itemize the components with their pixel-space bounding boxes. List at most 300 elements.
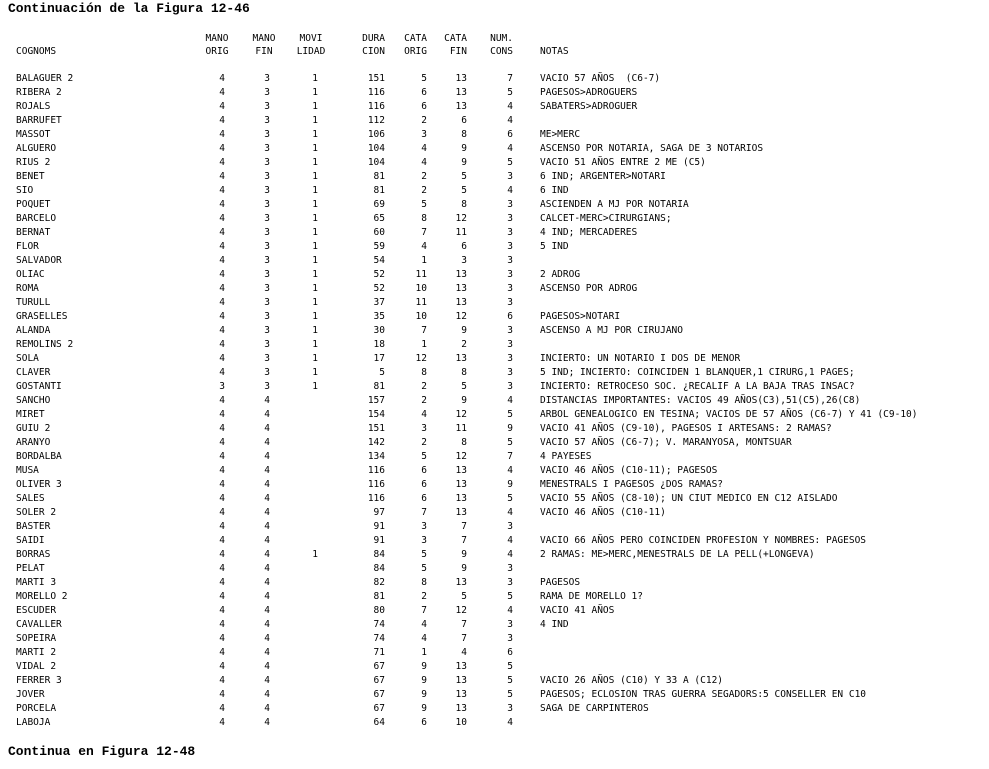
table-row bbox=[0, 506, 989, 520]
cell-cata-fin: 6 bbox=[461, 115, 467, 126]
cell-cata-fin: 2 bbox=[461, 339, 467, 350]
cell-duracion: 67 bbox=[373, 703, 385, 714]
cell-duracion: 134 bbox=[367, 451, 385, 462]
cell-num-cons: 3 bbox=[507, 255, 513, 266]
cell-mano-orig: 4 bbox=[219, 129, 225, 140]
cell-mano-orig: 4 bbox=[219, 227, 225, 238]
table-row bbox=[0, 716, 989, 730]
cell-notas: VACIO 57 AÑOS (C6-7); V. MARANYOSA, MONTSUAR bbox=[540, 437, 792, 448]
cell-mano-orig: 4 bbox=[219, 703, 225, 714]
header-duracion-line2: CION bbox=[362, 46, 385, 57]
cell-num-cons: 5 bbox=[507, 493, 513, 504]
cell-cognom: RIUS 2 bbox=[16, 157, 51, 168]
cell-mano-orig: 4 bbox=[219, 549, 225, 560]
cell-mano-fin: 4 bbox=[264, 535, 270, 546]
header-movilidad-line2: LIDAD bbox=[296, 46, 326, 57]
cell-cognom: PELAT bbox=[16, 563, 45, 574]
cell-num-cons: 3 bbox=[507, 241, 513, 252]
table-row bbox=[0, 688, 989, 702]
cell-cata-orig: 4 bbox=[421, 633, 427, 644]
header-cognoms: COGNOMS bbox=[16, 46, 57, 57]
cell-num-cons: 5 bbox=[507, 87, 513, 98]
cell-duracion: 142 bbox=[367, 437, 385, 448]
cell-mano-fin: 4 bbox=[264, 619, 270, 630]
cell-num-cons: 3 bbox=[507, 353, 513, 364]
cell-mano-fin: 4 bbox=[264, 395, 270, 406]
table-row bbox=[0, 380, 989, 394]
header-mano-fin-line1: MANO bbox=[252, 33, 276, 44]
table-row bbox=[0, 184, 989, 198]
cell-mano-fin: 4 bbox=[264, 689, 270, 700]
cell-mano-fin: 3 bbox=[264, 241, 270, 252]
cell-cognom: LABOJA bbox=[16, 717, 51, 728]
cell-mano-orig: 4 bbox=[219, 493, 225, 504]
cell-notas: VACIO 51 AÑOS ENTRE 2 ME (C5) bbox=[540, 157, 706, 168]
cell-duracion: 104 bbox=[367, 157, 385, 168]
table-row bbox=[0, 100, 989, 114]
cell-notas: ASCIENDEN A MJ POR NOTARIA bbox=[540, 199, 689, 210]
cell-cata-fin: 12 bbox=[455, 451, 467, 462]
table-row bbox=[0, 408, 989, 422]
cell-cata-fin: 12 bbox=[455, 311, 467, 322]
cell-num-cons: 4 bbox=[507, 143, 513, 154]
table-row bbox=[0, 534, 989, 548]
cell-mano-fin: 3 bbox=[264, 283, 270, 294]
cell-duracion: 82 bbox=[373, 577, 385, 588]
cell-mano-fin: 4 bbox=[264, 717, 270, 728]
cell-num-cons: 9 bbox=[507, 479, 513, 490]
cell-cata-fin: 6 bbox=[461, 241, 467, 252]
cell-duracion: 91 bbox=[373, 521, 385, 532]
cell-cata-fin: 10 bbox=[455, 717, 467, 728]
cell-cata-fin: 8 bbox=[461, 129, 467, 140]
cell-cata-fin: 8 bbox=[461, 437, 467, 448]
cell-num-cons: 4 bbox=[507, 535, 513, 546]
cell-cognom: OLIVER 3 bbox=[16, 479, 62, 490]
cell-mano-fin: 3 bbox=[264, 157, 270, 168]
cell-cata-fin: 13 bbox=[455, 283, 467, 294]
cell-num-cons: 4 bbox=[507, 549, 513, 560]
cell-num-cons: 3 bbox=[507, 703, 513, 714]
cell-mano-fin: 3 bbox=[264, 339, 270, 350]
cell-cata-orig: 2 bbox=[421, 171, 427, 182]
cell-mano-fin: 3 bbox=[264, 311, 270, 322]
cell-num-cons: 3 bbox=[507, 381, 513, 392]
cell-duracion: 81 bbox=[373, 185, 385, 196]
cell-duracion: 67 bbox=[373, 689, 385, 700]
cell-cognom: SALES bbox=[16, 493, 45, 504]
cell-notas: 6 IND bbox=[540, 185, 569, 196]
cell-num-cons: 6 bbox=[507, 311, 513, 322]
cell-cata-fin: 9 bbox=[461, 157, 467, 168]
table-row bbox=[0, 632, 989, 646]
cell-num-cons: 5 bbox=[507, 437, 513, 448]
table-row bbox=[0, 394, 989, 408]
cell-mano-orig: 4 bbox=[219, 437, 225, 448]
cell-cognom: JOVER bbox=[16, 689, 45, 700]
cell-cata-fin: 7 bbox=[461, 535, 467, 546]
cell-duracion: 154 bbox=[367, 409, 385, 420]
cell-movilidad: 1 bbox=[312, 297, 318, 308]
cell-mano-fin: 3 bbox=[264, 255, 270, 266]
cell-duracion: 5 bbox=[379, 367, 385, 378]
cell-notas: ARBOL GENEALOGICO EN TESINA; VACIOS DE 57 AÑOS (C6-7) Y 41 (C9-10) bbox=[540, 409, 918, 420]
cell-cognom: VIDAL 2 bbox=[16, 661, 57, 672]
cell-duracion: 18 bbox=[373, 339, 385, 350]
cell-cata-fin: 13 bbox=[455, 703, 467, 714]
cell-cata-orig: 2 bbox=[421, 185, 427, 196]
cell-duracion: 157 bbox=[367, 395, 385, 406]
cell-num-cons: 3 bbox=[507, 269, 513, 280]
cell-notas: 2 RAMAS: ME>MERC,MENESTRALS DE LA PELL(+LONGEVA) bbox=[540, 549, 815, 560]
cell-cata-fin: 13 bbox=[455, 661, 467, 672]
cell-mano-fin: 4 bbox=[264, 423, 270, 434]
table-row bbox=[0, 520, 989, 534]
cell-duracion: 112 bbox=[367, 115, 385, 126]
cell-cata-orig: 1 bbox=[421, 647, 427, 658]
cell-mano-orig: 4 bbox=[219, 325, 225, 336]
cell-cognom: GOSTANTI bbox=[16, 381, 62, 392]
cell-cognom: TURULL bbox=[16, 297, 51, 308]
cell-duracion: 116 bbox=[367, 493, 385, 504]
cell-cata-orig: 1 bbox=[421, 339, 427, 350]
table-row bbox=[0, 576, 989, 590]
cell-duracion: 151 bbox=[367, 73, 385, 84]
cell-notas: 5 IND; INCIERTO: COINCIDEN 1 BLANQUER,1 CIRURG,1 PAGES; bbox=[540, 367, 855, 378]
cell-mano-orig: 4 bbox=[219, 101, 225, 112]
cell-cata-orig: 2 bbox=[421, 437, 427, 448]
cell-mano-orig: 4 bbox=[219, 213, 225, 224]
cell-cognom: ALANDA bbox=[16, 325, 51, 336]
cell-movilidad: 1 bbox=[312, 87, 318, 98]
cell-mano-fin: 4 bbox=[264, 507, 270, 518]
cell-mano-orig: 4 bbox=[219, 619, 225, 630]
cell-notas: VACIO 55 AÑOS (C8-10); UN CIUT MEDICO EN C12 AISLADO bbox=[540, 493, 838, 504]
cell-cata-fin: 13 bbox=[455, 269, 467, 280]
cell-duracion: 54 bbox=[373, 255, 385, 266]
cell-cognom: SANCHO bbox=[16, 395, 51, 406]
cell-cata-orig: 4 bbox=[421, 157, 427, 168]
cell-notas: VACIO 46 AÑOS (C10-11) bbox=[540, 507, 666, 518]
cell-movilidad: 1 bbox=[312, 73, 318, 84]
cell-mano-orig: 4 bbox=[219, 479, 225, 490]
cell-duracion: 84 bbox=[373, 549, 385, 560]
table-row bbox=[0, 352, 989, 366]
cell-cognom: SOPEIRA bbox=[16, 633, 57, 644]
cell-movilidad: 1 bbox=[312, 381, 318, 392]
cell-cognom: BORRAS bbox=[16, 549, 51, 560]
cell-cata-orig: 2 bbox=[421, 381, 427, 392]
cell-cata-orig: 1 bbox=[421, 255, 427, 266]
cell-num-cons: 3 bbox=[507, 367, 513, 378]
cell-mano-orig: 4 bbox=[219, 451, 225, 462]
cell-cata-orig: 6 bbox=[421, 465, 427, 476]
cell-mano-fin: 3 bbox=[264, 171, 270, 182]
cell-num-cons: 3 bbox=[507, 619, 513, 630]
cell-cata-orig: 3 bbox=[421, 423, 427, 434]
table-row bbox=[0, 590, 989, 604]
cell-cata-fin: 13 bbox=[455, 101, 467, 112]
cell-cata-orig: 6 bbox=[421, 717, 427, 728]
cell-duracion: 84 bbox=[373, 563, 385, 574]
cell-num-cons: 3 bbox=[507, 283, 513, 294]
cell-cata-orig: 7 bbox=[421, 605, 427, 616]
cell-movilidad: 1 bbox=[312, 549, 318, 560]
cell-cata-orig: 9 bbox=[421, 689, 427, 700]
cell-duracion: 52 bbox=[373, 269, 385, 280]
cell-cognom: SAIDI bbox=[16, 535, 45, 546]
cell-cata-orig: 6 bbox=[421, 493, 427, 504]
cell-duracion: 116 bbox=[367, 101, 385, 112]
cell-num-cons: 3 bbox=[507, 633, 513, 644]
cell-mano-fin: 3 bbox=[264, 227, 270, 238]
figure-footer: Continua en Figura 12-48 bbox=[8, 744, 196, 759]
cell-mano-fin: 4 bbox=[264, 675, 270, 686]
cell-mano-orig: 4 bbox=[219, 577, 225, 588]
cell-num-cons: 4 bbox=[507, 395, 513, 406]
cell-cata-fin: 7 bbox=[461, 521, 467, 532]
cell-cata-fin: 7 bbox=[461, 619, 467, 630]
cell-cognom: GRASELLES bbox=[16, 311, 68, 322]
cell-num-cons: 4 bbox=[507, 101, 513, 112]
cell-cognom: MARTI 2 bbox=[16, 647, 57, 658]
cell-cata-fin: 5 bbox=[461, 591, 467, 602]
cell-cognom: REMOLINS 2 bbox=[16, 339, 74, 350]
cell-num-cons: 9 bbox=[507, 423, 513, 434]
cell-cata-fin: 9 bbox=[461, 143, 467, 154]
cell-notas: VACIO 57 AÑOS (C6-7) bbox=[540, 73, 661, 84]
cell-mano-fin: 4 bbox=[264, 577, 270, 588]
cell-cata-fin: 4 bbox=[461, 647, 467, 658]
cell-cata-orig: 3 bbox=[421, 521, 427, 532]
cell-mano-fin: 4 bbox=[264, 647, 270, 658]
cell-mano-orig: 4 bbox=[219, 171, 225, 182]
cell-notas: VACIO 66 AÑOS PERO COINCIDEN PROFESION Y NOMBRES: PAGESOS bbox=[540, 535, 867, 546]
cell-cata-fin: 11 bbox=[455, 423, 467, 434]
table-row bbox=[0, 492, 989, 506]
cell-movilidad: 1 bbox=[312, 115, 318, 126]
cell-mano-fin: 3 bbox=[264, 143, 270, 154]
cell-mano-orig: 4 bbox=[219, 283, 225, 294]
cell-mano-fin: 3 bbox=[264, 367, 270, 378]
cell-num-cons: 3 bbox=[507, 339, 513, 350]
cell-duracion: 67 bbox=[373, 675, 385, 686]
cell-mano-fin: 3 bbox=[264, 87, 270, 98]
cell-mano-orig: 4 bbox=[219, 661, 225, 672]
cell-notas: PAGESOS; ECLOSION TRAS GUERRA SEGADORS:5 CONSELLER EN C10 bbox=[540, 689, 867, 700]
cell-num-cons: 3 bbox=[507, 213, 513, 224]
cell-notas: MENESTRALS I PAGESOS ¿DOS RAMAS? bbox=[540, 479, 724, 490]
cell-notas: 4 IND; MERCADERES bbox=[540, 227, 638, 238]
cell-mano-orig: 4 bbox=[219, 717, 225, 728]
cell-num-cons: 5 bbox=[507, 157, 513, 168]
cell-mano-fin: 4 bbox=[264, 563, 270, 574]
cell-mano-fin: 4 bbox=[264, 605, 270, 616]
cell-duracion: 60 bbox=[373, 227, 385, 238]
cell-mano-orig: 4 bbox=[219, 409, 225, 420]
cell-cognom: MIRET bbox=[16, 409, 45, 420]
cell-mano-fin: 4 bbox=[264, 661, 270, 672]
cell-duracion: 65 bbox=[373, 213, 385, 224]
cell-cata-orig: 2 bbox=[421, 395, 427, 406]
cell-duracion: 116 bbox=[367, 87, 385, 98]
cell-cata-fin: 3 bbox=[461, 255, 467, 266]
cell-notas: INCIERTO: RETROCESO SOC. ¿RECALIF A LA BAJA TRAS INSAC? bbox=[540, 381, 855, 392]
table-row bbox=[0, 422, 989, 436]
cell-num-cons: 4 bbox=[507, 465, 513, 476]
header-notas: NOTAS bbox=[540, 46, 569, 57]
cell-mano-orig: 4 bbox=[219, 647, 225, 658]
cell-duracion: 97 bbox=[373, 507, 385, 518]
cell-notas: RAMA DE MORELLO 1? bbox=[540, 591, 643, 602]
cell-cognom: OLIAC bbox=[16, 269, 45, 280]
cell-mano-fin: 3 bbox=[264, 269, 270, 280]
cell-cata-fin: 5 bbox=[461, 185, 467, 196]
cell-mano-orig: 4 bbox=[219, 689, 225, 700]
cell-cata-fin: 13 bbox=[455, 87, 467, 98]
cell-cognom: MARTI 3 bbox=[16, 577, 57, 588]
cell-mano-orig: 4 bbox=[219, 297, 225, 308]
cell-cata-orig: 5 bbox=[421, 549, 427, 560]
table-row bbox=[0, 618, 989, 632]
cell-cognom: MUSA bbox=[16, 465, 39, 476]
cell-mano-orig: 4 bbox=[219, 87, 225, 98]
cell-mano-orig: 4 bbox=[219, 465, 225, 476]
cell-num-cons: 3 bbox=[507, 521, 513, 532]
table-row bbox=[0, 310, 989, 324]
cell-duracion: 116 bbox=[367, 465, 385, 476]
table-row bbox=[0, 212, 989, 226]
cell-cata-orig: 6 bbox=[421, 101, 427, 112]
cell-cata-fin: 13 bbox=[455, 689, 467, 700]
cell-cata-orig: 8 bbox=[421, 213, 427, 224]
cell-cognom: BARRUFET bbox=[16, 115, 62, 126]
cell-notas: DISTANCIAS IMPORTANTES: VACIOS 49 AÑOS(C3),51(C5),26(C8) bbox=[540, 395, 861, 406]
cell-notas: ASCENSO POR NOTARIA, SAGA DE 3 NOTARIOS bbox=[540, 143, 764, 154]
cell-cata-fin: 13 bbox=[455, 353, 467, 364]
cell-mano-fin: 4 bbox=[264, 549, 270, 560]
cell-notas: SAGA DE CARPINTEROS bbox=[540, 703, 649, 714]
cell-cognom: SIO bbox=[16, 185, 34, 196]
cell-mano-orig: 4 bbox=[219, 507, 225, 518]
cell-mano-orig: 4 bbox=[219, 339, 225, 350]
cell-cata-orig: 5 bbox=[421, 199, 427, 210]
cell-notas: VACIO 41 AÑOS (C9-10), PAGESOS I ARTESANS: 2 RAMAS? bbox=[540, 423, 832, 434]
cell-duracion: 74 bbox=[373, 619, 385, 630]
cell-mano-orig: 4 bbox=[219, 311, 225, 322]
cell-cata-orig: 9 bbox=[421, 661, 427, 672]
cell-cata-orig: 9 bbox=[421, 675, 427, 686]
cell-cata-fin: 13 bbox=[455, 465, 467, 476]
cell-cognom: POQUET bbox=[16, 199, 51, 210]
table-row bbox=[0, 86, 989, 100]
cell-num-cons: 3 bbox=[507, 227, 513, 238]
cell-mano-fin: 4 bbox=[264, 465, 270, 476]
cell-notas: PAGESOS>NOTARI bbox=[540, 311, 621, 322]
cell-mano-fin: 4 bbox=[264, 591, 270, 602]
cell-cognom: PORCELA bbox=[16, 703, 57, 714]
cell-movilidad: 1 bbox=[312, 143, 318, 154]
cell-notas: PAGESOS>ADROGUERS bbox=[540, 87, 638, 98]
table-row bbox=[0, 324, 989, 338]
cell-notas: 5 IND bbox=[540, 241, 569, 252]
cell-mano-orig: 3 bbox=[219, 381, 225, 392]
cell-mano-fin: 4 bbox=[264, 521, 270, 532]
cell-cognom: ARANYO bbox=[16, 437, 51, 448]
cell-cognom: MASSOT bbox=[16, 129, 51, 140]
cell-cata-orig: 5 bbox=[421, 563, 427, 574]
cell-num-cons: 4 bbox=[507, 507, 513, 518]
cell-duracion: 91 bbox=[373, 535, 385, 546]
cell-notas: VACIO 46 AÑOS (C10-11); PAGESOS bbox=[540, 465, 718, 476]
cell-cata-fin: 13 bbox=[455, 479, 467, 490]
cell-mano-fin: 4 bbox=[264, 409, 270, 420]
cell-mano-fin: 3 bbox=[264, 129, 270, 140]
cell-cata-fin: 13 bbox=[455, 493, 467, 504]
cell-mano-fin: 3 bbox=[264, 325, 270, 336]
cell-cata-orig: 8 bbox=[421, 367, 427, 378]
table-row bbox=[0, 464, 989, 478]
cell-mano-orig: 4 bbox=[219, 367, 225, 378]
table-row bbox=[0, 128, 989, 142]
cell-mano-orig: 4 bbox=[219, 633, 225, 644]
cell-cognom: ESCUDER bbox=[16, 605, 57, 616]
cell-movilidad: 1 bbox=[312, 199, 318, 210]
cell-mano-orig: 4 bbox=[219, 241, 225, 252]
cell-mano-orig: 4 bbox=[219, 353, 225, 364]
header-mano-fin-line2: FIN bbox=[255, 46, 273, 57]
cell-duracion: 52 bbox=[373, 283, 385, 294]
table-row bbox=[0, 436, 989, 450]
cell-mano-fin: 3 bbox=[264, 115, 270, 126]
table-row bbox=[0, 338, 989, 352]
table-row bbox=[0, 660, 989, 674]
cell-cognom: ROMA bbox=[16, 283, 39, 294]
cell-cata-fin: 12 bbox=[455, 409, 467, 420]
cell-mano-orig: 4 bbox=[219, 199, 225, 210]
cell-mano-fin: 4 bbox=[264, 703, 270, 714]
cell-duracion: 35 bbox=[373, 311, 385, 322]
cell-cata-orig: 6 bbox=[421, 479, 427, 490]
cell-cata-orig: 4 bbox=[421, 143, 427, 154]
cell-cata-fin: 5 bbox=[461, 171, 467, 182]
table-row bbox=[0, 226, 989, 240]
cell-movilidad: 1 bbox=[312, 311, 318, 322]
cell-duracion: 151 bbox=[367, 423, 385, 434]
cell-cata-fin: 5 bbox=[461, 381, 467, 392]
cell-mano-fin: 4 bbox=[264, 451, 270, 462]
cell-mano-fin: 4 bbox=[264, 479, 270, 490]
cell-num-cons: 5 bbox=[507, 675, 513, 686]
cell-cata-orig: 4 bbox=[421, 241, 427, 252]
table-row bbox=[0, 562, 989, 576]
cell-mano-orig: 4 bbox=[219, 563, 225, 574]
header-duracion-line1: DURA bbox=[362, 33, 385, 44]
cell-cata-orig: 3 bbox=[421, 535, 427, 546]
cell-cata-fin: 9 bbox=[461, 325, 467, 336]
table-row bbox=[0, 114, 989, 128]
cell-mano-orig: 4 bbox=[219, 535, 225, 546]
cell-movilidad: 1 bbox=[312, 255, 318, 266]
table-row bbox=[0, 268, 989, 282]
cell-num-cons: 4 bbox=[507, 717, 513, 728]
cell-mano-orig: 4 bbox=[219, 143, 225, 154]
cell-num-cons: 3 bbox=[507, 577, 513, 588]
cell-notas: VACIO 41 AÑOS bbox=[540, 605, 615, 616]
cell-mano-fin: 3 bbox=[264, 101, 270, 112]
cell-notas: ASCENSO A MJ POR CIRUJANO bbox=[540, 325, 683, 336]
cell-mano-orig: 4 bbox=[219, 423, 225, 434]
